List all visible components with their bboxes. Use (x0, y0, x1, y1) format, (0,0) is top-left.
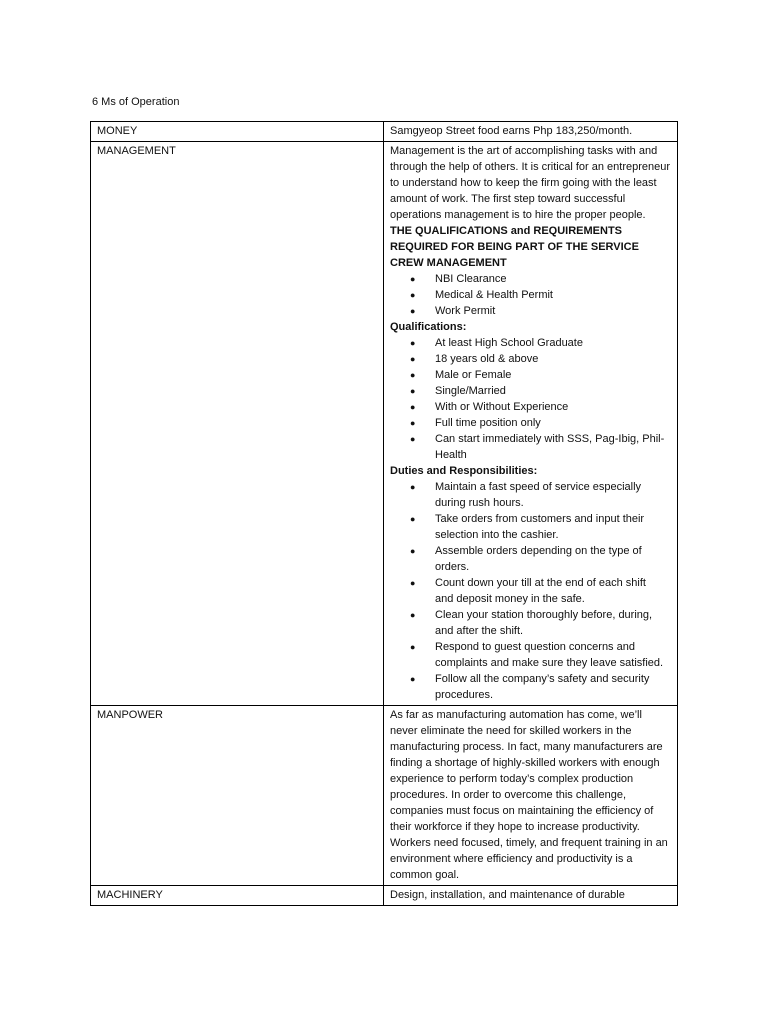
list-item: ● NBI Clearance (410, 273, 507, 285)
bullet-icon: ● (410, 546, 416, 556)
table-row-money (91, 122, 678, 142)
row-label-manpower: MANPOWER (91, 706, 384, 886)
table-row-management (91, 142, 678, 706)
row-content-money: Samgyeop Street food earns Php 183,250/month. (384, 122, 678, 142)
bullet-icon: ● (410, 514, 416, 524)
bullet-icon: ● (410, 578, 416, 588)
list-item: ● Respond to guest question concerns and complaints and make sure they leave satisfied. (410, 641, 664, 669)
bullet-icon: ● (410, 434, 416, 444)
row-content-management (384, 142, 678, 706)
duties-list (390, 479, 671, 703)
bullet-icon: ● (410, 306, 416, 316)
row-label-management: MANAGEMENT (91, 142, 384, 706)
bullet-icon: ● (410, 274, 416, 284)
bullet-icon: ● (410, 610, 416, 620)
qualifications-list (390, 335, 671, 463)
requirements-heading: THE QUALIFICATIONS and REQUIREMENTS REQUIRED FOR BEING PART OF THE SERVICE CREW MANAGEMENT (390, 225, 639, 269)
bullet-icon: ● (410, 674, 416, 684)
list-item: ● Single/Married (410, 385, 506, 397)
bullet-icon: ● (410, 370, 416, 380)
row-content-machinery: Design, installation, and maintenance of durable (384, 886, 678, 906)
list-item: ● Full time position only (410, 417, 541, 429)
bullet-icon: ● (410, 338, 416, 348)
list-item: ● Clean your station thoroughly before, during, and after the shift. (410, 609, 653, 637)
list-item: ● With or Without Experience (410, 401, 569, 413)
table-row-manpower (91, 706, 678, 886)
row-content-manpower: As far as manufacturing automation has come, we’ll never eliminate the need for skilled workers in the manufacturing process. In fact, many manufacturers are finding a shortage of highly-skilled workers with enough experience to perform today’s complex production procedures. In order to overcome this challenge, companies must focus on maintaining the efficiency of their workforce if they hope to increase productivity. Workers need focused, timely, and frequent training in an environment where efficiency and productivity is a common goal. (384, 706, 678, 886)
list-item: ● Male or Female (410, 369, 512, 381)
bullet-icon: ● (410, 642, 416, 652)
bullet-icon: ● (410, 290, 416, 300)
bullet-icon: ● (410, 418, 416, 428)
list-item: ● Work Permit (410, 305, 496, 317)
bullet-icon: ● (410, 402, 416, 412)
document-title: 6 Ms of Operation (92, 96, 180, 108)
bullet-icon: ● (410, 354, 416, 364)
list-item: ● Can start immediately with SSS, Pag-Ibig, Phil-Health (410, 433, 665, 461)
requirements-list (390, 271, 671, 319)
management-intro: Management is the art of accomplishing tasks with and through the help of others. It is critical for an entrepreneur to understand how to keep the firm going with the least amount of work. The first step toward successful operations management is to hire the proper people. (390, 145, 671, 221)
qualifications-heading: Qualifications: (390, 321, 467, 333)
list-item: ● Count down your till at the end of each shift and deposit money in the safe. (410, 577, 646, 605)
list-item: ● Maintain a fast speed of service especially during rush hours. (410, 481, 642, 509)
list-item: ● 18 years old & above (410, 353, 539, 365)
list-item: ● Medical & Health Permit (410, 289, 553, 301)
list-item: ● Assemble orders depending on the type of orders. (410, 545, 642, 573)
duties-heading: Duties and Responsibilities: (390, 465, 538, 477)
table-row-machinery (91, 886, 678, 906)
list-item: ● Take orders from customers and input their selection into the cashier. (410, 513, 645, 541)
six-ms-table (90, 121, 678, 906)
bullet-icon: ● (410, 386, 416, 396)
bullet-icon: ● (410, 482, 416, 492)
row-label-money: MONEY (91, 122, 384, 142)
row-label-machinery: MACHINERY (91, 886, 384, 906)
list-item: ● Follow all the company’s safety and security procedures. (410, 673, 650, 701)
list-item: ● At least High School Graduate (410, 337, 583, 349)
